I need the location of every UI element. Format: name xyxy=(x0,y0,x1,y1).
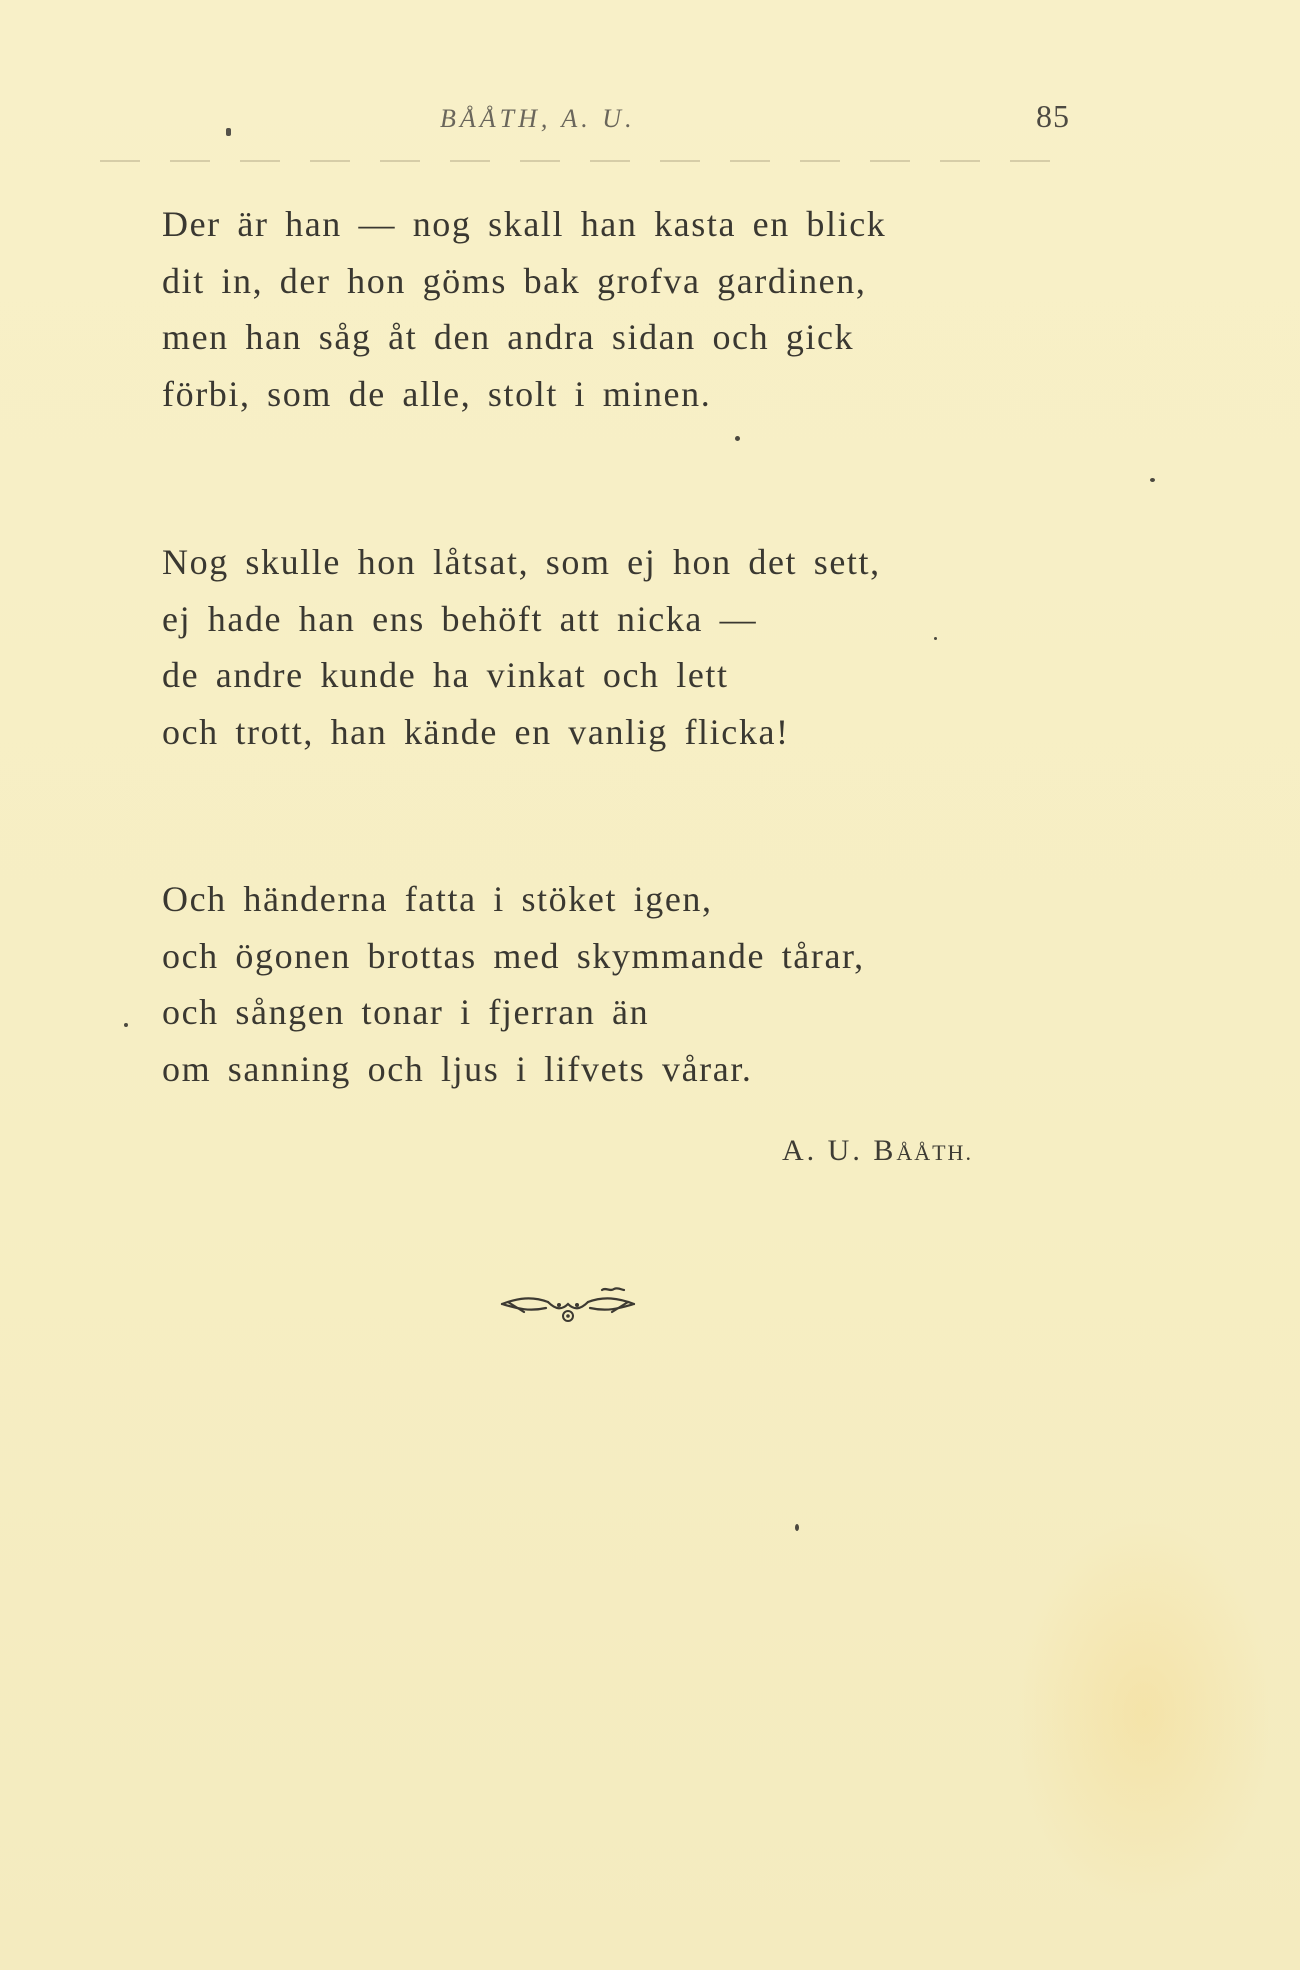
poem-stanza-3 xyxy=(162,871,865,1097)
signature-surname: ÅÅTH. xyxy=(896,1140,973,1165)
running-head: BÅÅTH, A. U. xyxy=(440,104,636,133)
poem-line: dit in, der hon göms bak grofva gardinen, xyxy=(162,260,867,301)
poem-line: Der är han — nog skall han kasta en blick xyxy=(162,204,887,244)
ink-speck xyxy=(735,436,740,441)
ink-speck xyxy=(226,128,231,136)
floral-ornament-icon xyxy=(498,1284,638,1328)
poem-line: förbi, som de alle, stolt i minen. xyxy=(162,373,712,414)
signature-initials: A. U. B xyxy=(782,1134,897,1167)
page-number: 85 xyxy=(1036,98,1070,134)
poem-stanza-2 xyxy=(162,534,881,760)
poem-line: men han såg åt den andra sidan och gick xyxy=(162,317,855,357)
poem-line: och trott, han kände en vanlig flicka! xyxy=(162,711,790,752)
poem-line: om sanning och ljus i lifvets vårar. xyxy=(162,1048,753,1089)
ink-speck xyxy=(1150,478,1155,482)
poem-stanza-1 xyxy=(162,196,886,422)
poem-line: Och händerna fatta i stöket igen, xyxy=(162,879,713,919)
poem-line: ej hade han ens behöft att nicka — xyxy=(162,598,758,639)
poem-line: de andre kunde ha vinkat och lett xyxy=(162,655,729,695)
page-header xyxy=(0,98,1300,142)
ink-speck xyxy=(124,1023,128,1027)
ink-speck xyxy=(934,637,937,640)
author-signature xyxy=(782,1134,973,1168)
poem-line: och ögonen brottas med skymmande tårar, xyxy=(162,935,865,976)
poem-line: och sången tonar i fjerran än xyxy=(162,992,650,1032)
ink-speck xyxy=(795,1524,799,1531)
poem-line: Nog skulle hon låtsat, som ej hon det sett, xyxy=(162,542,881,582)
header-rule xyxy=(100,160,1080,162)
